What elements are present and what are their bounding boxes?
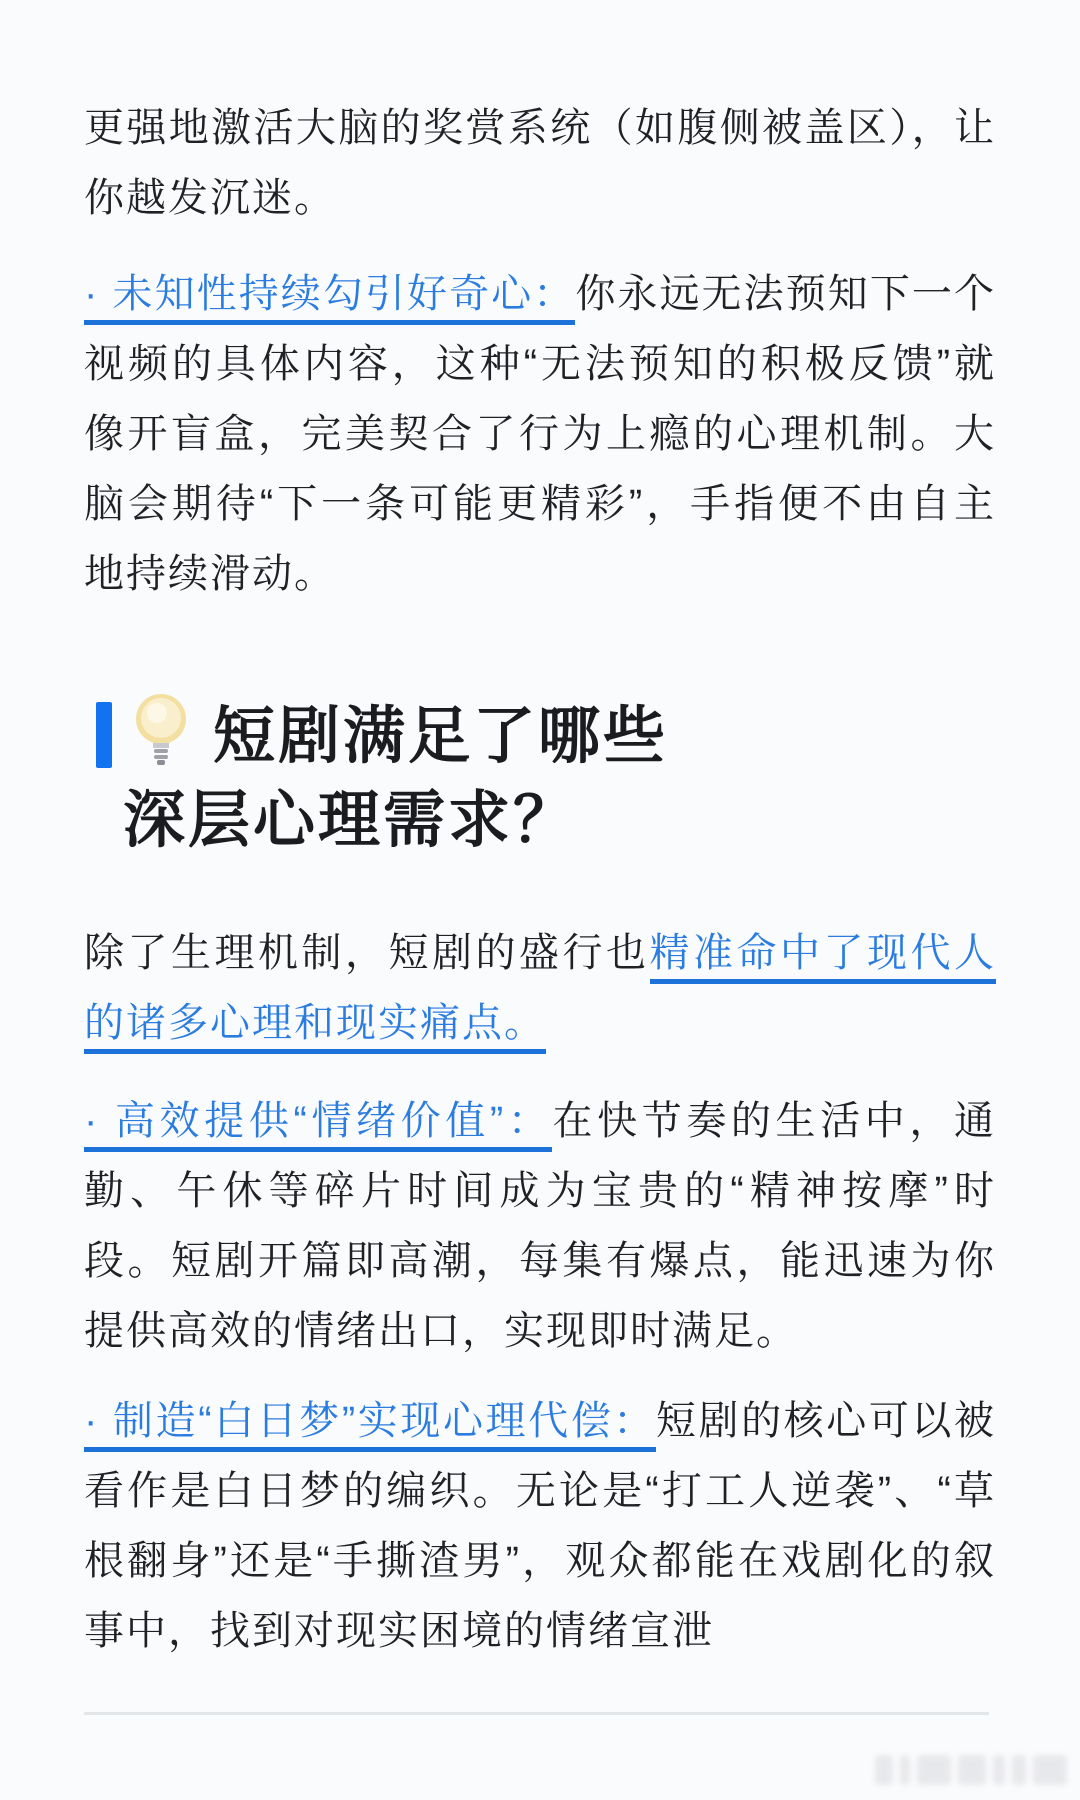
section-heading	[123, 693, 996, 863]
transition-paragraph-prefix: 除了生理机制，短剧的盛行也	[84, 931, 650, 975]
transition-paragraph	[84, 918, 996, 1058]
section-heading-line2: 深层心理需求？	[123, 786, 579, 855]
bullet-emotion-value-text: 在快节奏的生活中，通勤、午休等碎片时间成为宝贵的“精神按摩”时段。短剧开篇即高潮，每集有爆点，能迅速为你提供高效的情绪出口，实现即时满足。	[84, 1099, 997, 1353]
watermark-mark	[900, 1755, 910, 1785]
section-heading-line1: 短剧满足了哪些	[213, 702, 669, 771]
heading-accent-bar	[96, 702, 112, 768]
bullet-emotion-value	[84, 1086, 996, 1366]
bullet-emotion-value-link[interactable]: · 高效提供“情绪价值”：	[84, 1099, 552, 1152]
bullet-unknown-curiosity	[84, 259, 996, 609]
watermark-mark	[993, 1755, 1005, 1785]
watermark	[875, 1750, 1067, 1790]
bullet-daydream-link[interactable]: · 制造“白日梦”实现心理代偿：	[84, 1399, 656, 1452]
watermark-mark	[917, 1755, 951, 1785]
lightbulb-icon	[135, 693, 187, 767]
bullet-unknown-curiosity-text: 你永远无法预知下一个视频的具体内容，这种“无法预知的积极反馈”就像开盲盒，完美契合了行为上瘾的心理机制。大脑会期待“下一条可能更精彩”，手指便不由自主地持续滑动。	[84, 272, 996, 596]
bullet-daydream	[84, 1386, 996, 1666]
bullet-unknown-curiosity-link[interactable]: · 未知性持续勾引好奇心：	[84, 272, 575, 325]
bullet-daydream-text: 短剧的核心可以被看作是白日梦的编织。无论是“打工人逆袭”、“草根翻身”还是“手撕渣男”，观众都能在戏剧化的叙事中，找到对现实困境的情绪宣泄	[84, 1399, 997, 1653]
watermark-mark	[875, 1755, 893, 1785]
intro-paragraph: 更强地激活大脑的奖赏系统（如腹侧被盖区），让你越发沉迷。	[84, 106, 996, 220]
watermark-mark	[1033, 1755, 1067, 1785]
bottom-divider	[84, 1712, 989, 1715]
watermark-mark	[958, 1755, 986, 1785]
transition-paragraph-link[interactable]: 精准命中了现代人的诸多心理和现实痛点。	[84, 931, 996, 1054]
watermark-mark	[1012, 1755, 1026, 1785]
